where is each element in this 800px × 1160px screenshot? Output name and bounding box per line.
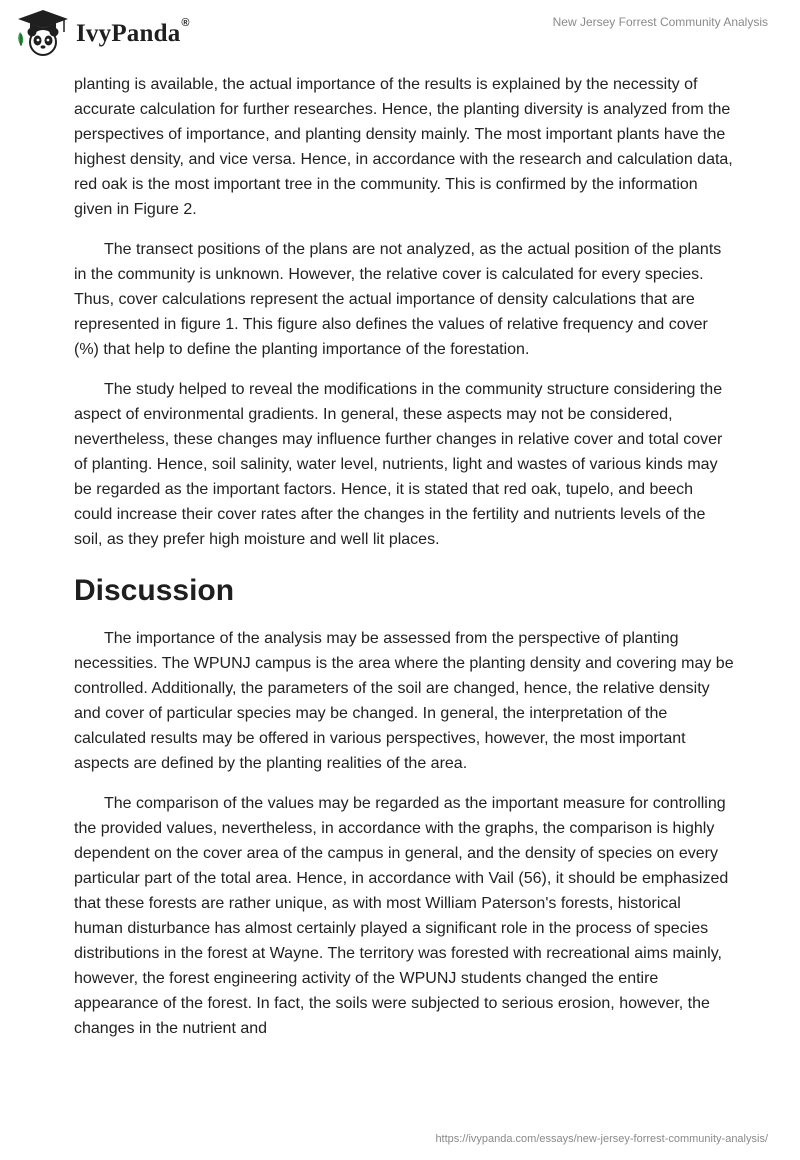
paragraph-2: The transect positions of the plans are not analyzed, as the actual position of the plants in the community is unknown. However, the relative cover is calculated for every species. Thus, cover calculations represent the actual importance of density calculations that are represented in figure 1. This figure also defines the values of relative frequency and cover (%) that help to define the planting importance of the forestation. bbox=[74, 241, 722, 358]
paragraph-5: The comparison of the values may be regarded as the important measure for controlling the provided values, nevertheless, in accordance with the graphs, the comparison is highly dependent on the cover area of the campus in general, and the density of species on every particular part of the total area. Hence, in accordance with Vail (56), it should be emphasized that these forests are rather unique, as with most William Paterson's forests, historical human disturbance has almost certainly played a significant role in the process of species distributions in the forest at Wayne. The territory was forested with recreational aims mainly, however, the forest engineering activity of the WPUNJ students changed the entire appearance of the forest. In fact, the soils were subjected to serious erosion, however, the changes in the nutrient and bbox=[74, 795, 729, 1037]
paragraph-4: The importance of the analysis may be assessed from the perspective of planting necessities. The WPUNJ campus is the area where the planting density and covering may be controlled. Additionally, the parameters of the soil are changed, hence, the relative density and cover of particular species may be changed. In general, the interpretation of the calculated results may be offered in various perspectives, however, the most important aspects are defined by the planting realities of the area. bbox=[74, 630, 734, 772]
brand-name: IvyPanda® bbox=[76, 16, 190, 47]
ivypanda-logo[interactable] bbox=[14, 8, 190, 58]
paragraph-3: The study helped to reveal the modifications in the community structure considering the aspect of environmental gradients. In general, these aspects may not be considered, nevertheless, these changes may influence further changes in relative cover and total cover of planting. Hence, soil salinity, water level, nutrients, light and wastes of various kinds may be regarded as the important factors. Hence, it is stated that red oak, tupelo, and beech could increase their cover rates after the changes in the fertility and nutrients levels of the soil, as they prefer high moisture and well lit places. bbox=[74, 381, 723, 548]
page-header bbox=[0, 0, 800, 70]
paragraph-1: planting is available, the actual importance of the results is explained by the necessity of accurate calculation for further researches. Hence, the planting diversity is analyzed from the perspectives of importance, and planting density mainly. The most important plants have the highest density, and vice versa. Hence, in accordance with the research and calculation data, red oak is the most important tree in the community. This is confirmed by the information given in Figure 2. bbox=[74, 76, 733, 218]
discussion-heading: Discussion bbox=[74, 574, 235, 607]
document-title: New Jersey Forrest Community Analysis bbox=[552, 15, 768, 29]
registered-mark: ® bbox=[181, 16, 190, 29]
source-url[interactable]: https://ivypanda.com/essays/new-jersey-forrest-community-analysis/ bbox=[435, 1133, 768, 1145]
panda-graduate-icon bbox=[14, 8, 72, 58]
essay-content bbox=[74, 72, 734, 1056]
